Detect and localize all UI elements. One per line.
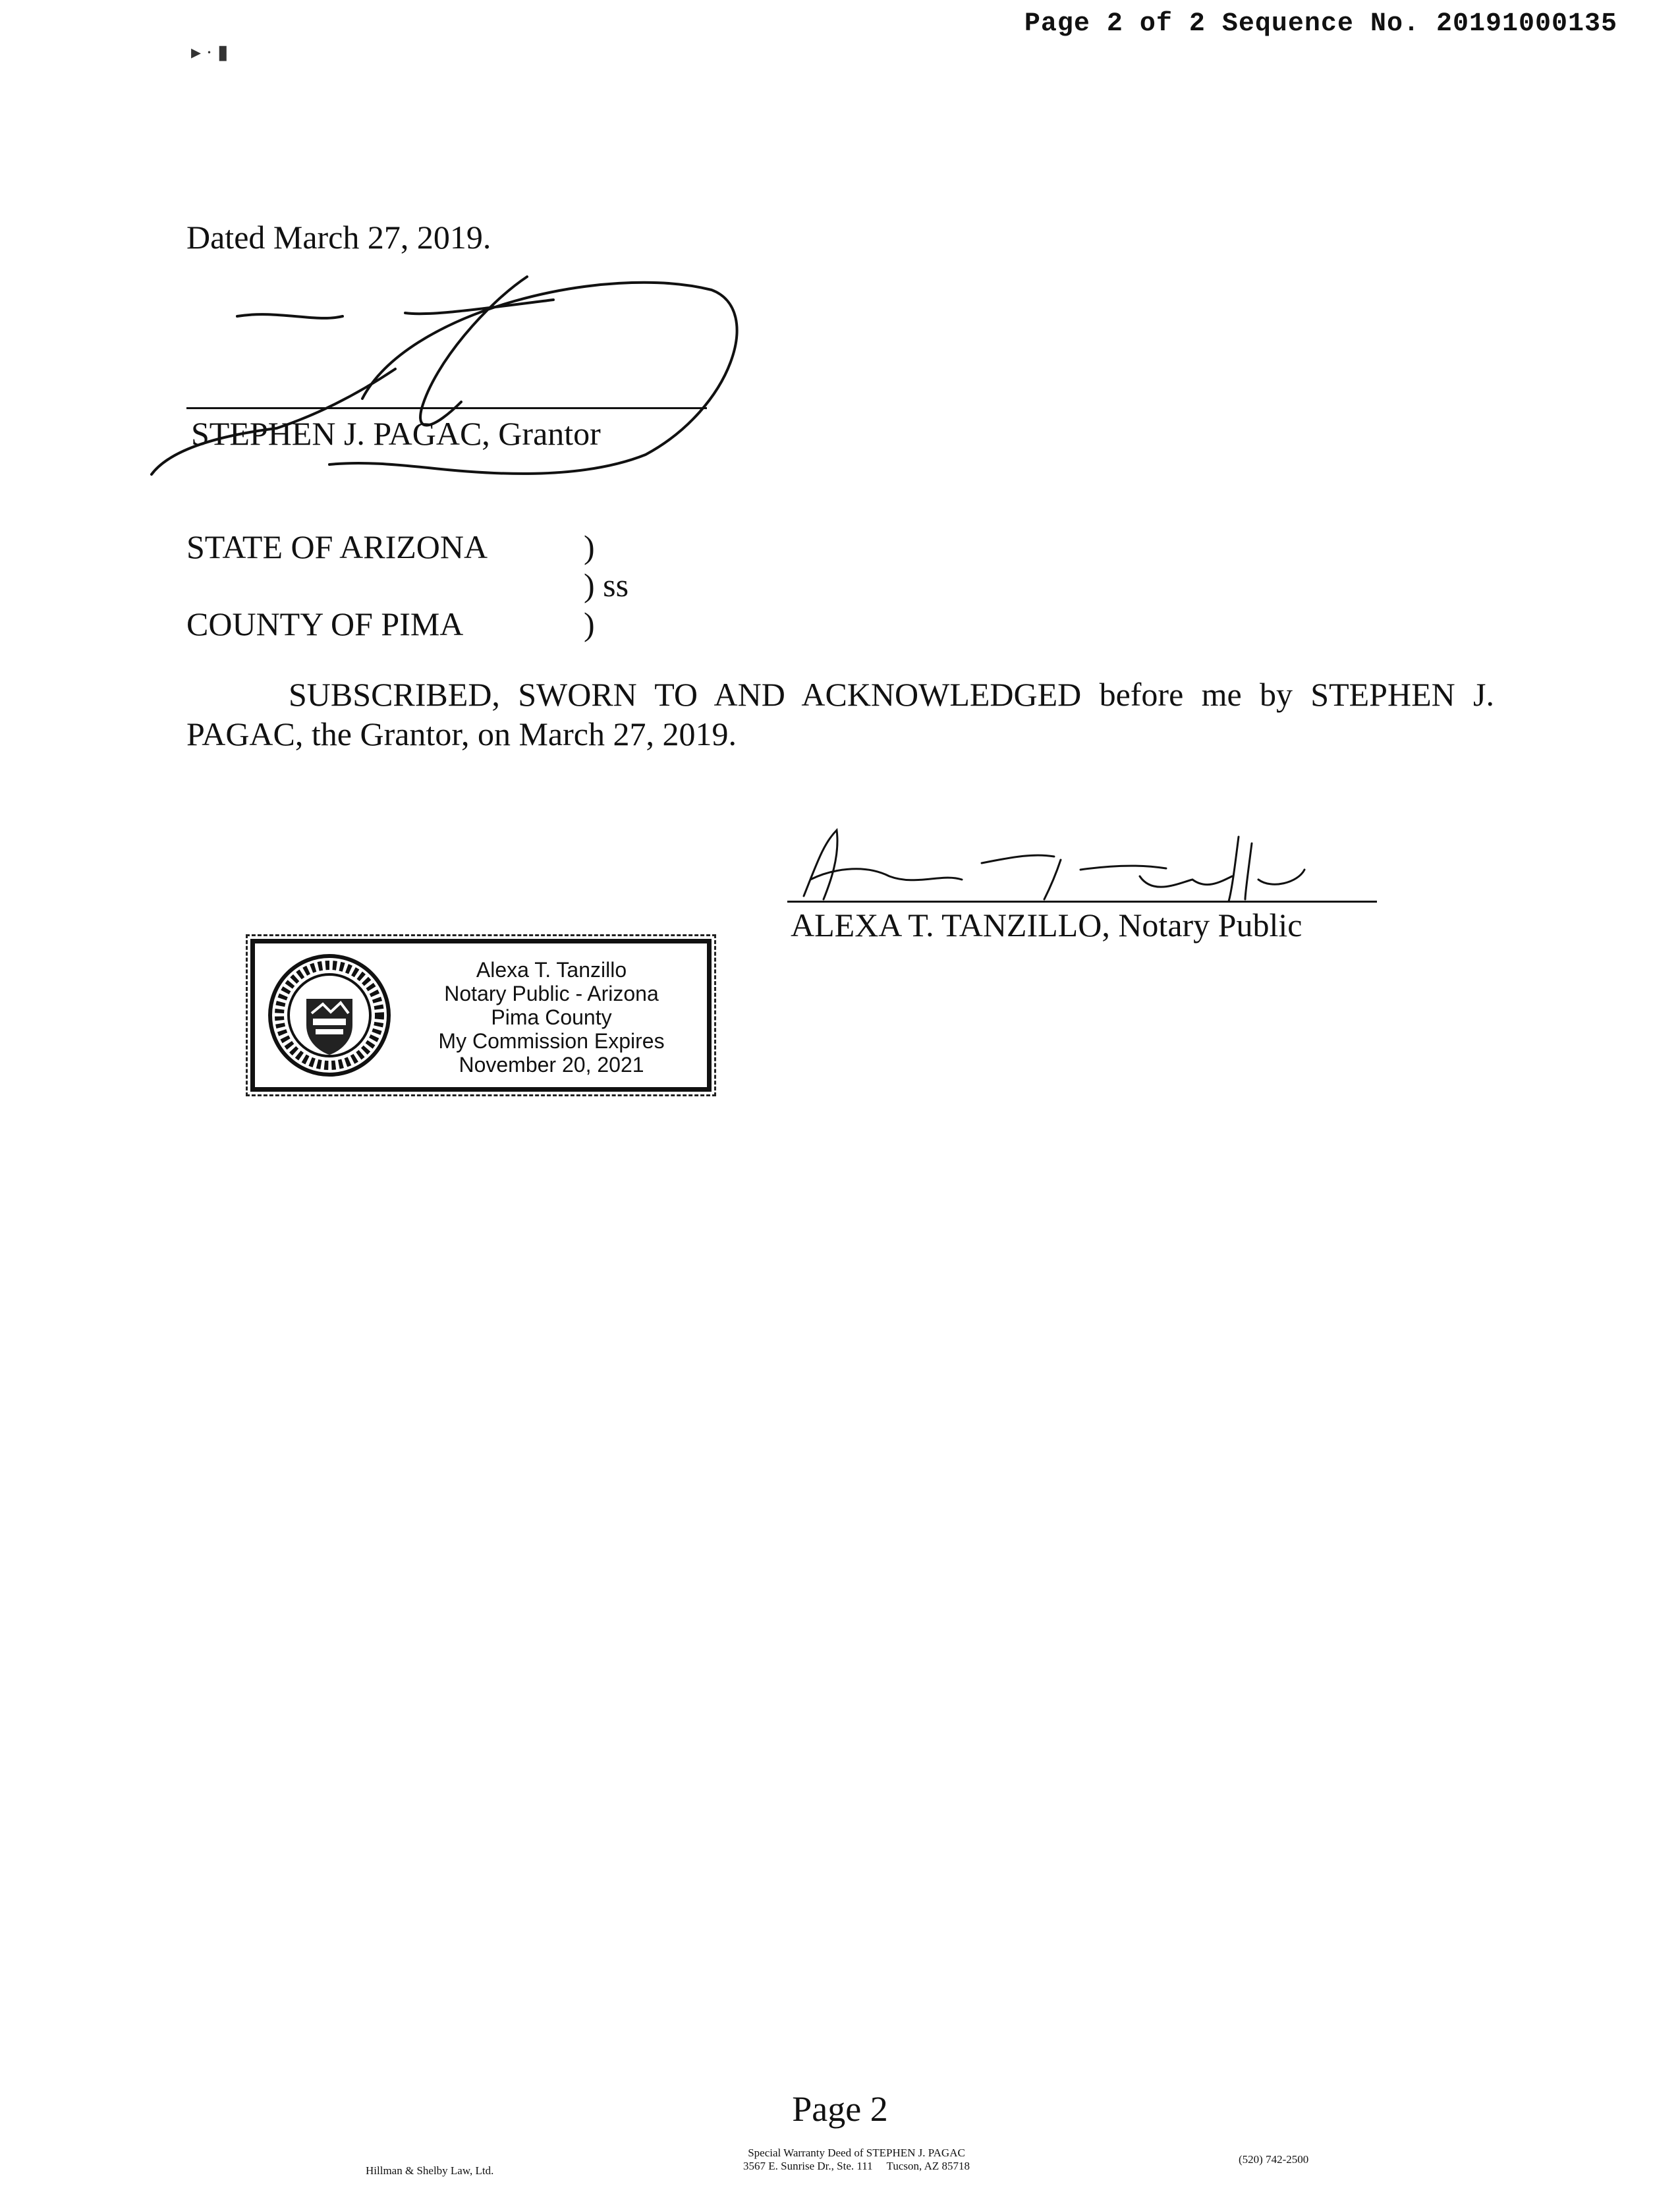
footer-center — [659, 2147, 1054, 2173]
notary-signature-scribble — [784, 817, 1324, 909]
dated-line: Dated March 27, 2019. — [186, 219, 491, 256]
seal-line-2: Notary Public - Arizona — [444, 982, 659, 1005]
seal-line-3: Pima County — [491, 1005, 612, 1029]
grantor-signature-line — [186, 407, 707, 409]
seal-line-1: Alexa T. Tanzillo — [476, 958, 627, 982]
acknowledgment-paragraph: SUBSCRIBED, SWORN TO AND ACKNOWLEDGED before me by STEPHEN J. PAGAC, the Grantor, on March 27, 2019. — [186, 676, 1494, 752]
notary-signature-line — [787, 901, 1377, 903]
scan-marks: ▸ · ▮ — [191, 42, 229, 63]
venue-county: COUNTY OF PIMA — [186, 605, 464, 642]
seal-line-4: My Commission Expires — [438, 1029, 665, 1053]
notary-name: ALEXA T. TANZILLO, Notary Public — [791, 907, 1302, 943]
notary-seal-text — [420, 958, 683, 1077]
notary-seal-stamp — [250, 939, 712, 1092]
seal-line-5: November 20, 2021 — [459, 1053, 644, 1077]
footer-doc-title: Special Warranty Deed of STEPHEN J. PAGAC — [748, 2147, 965, 2159]
page-sequence-header: Page 2 of 2 Sequence No. 20191000135 — [1024, 9, 1617, 39]
venue-state: STATE OF ARIZONA — [186, 528, 488, 565]
grantor-name: STEPHEN J. PAGAC, Grantor — [191, 415, 601, 452]
footer-address: 3567 E. Sunrise Dr., Ste. 111 Tucson, AZ 85718 — [743, 2160, 970, 2172]
page-number: Page 2 — [792, 2089, 888, 2129]
venue-paren-top: ) — [584, 528, 595, 565]
footer-phone: (520) 742-2500 — [1239, 2153, 1309, 2166]
venue-ss: ) ss — [584, 567, 629, 604]
arizona-seal-emblem-icon — [267, 953, 392, 1078]
footer-firm: Hillman & Shelby Law, Ltd. — [366, 2164, 494, 2177]
venue-paren-bottom: ) — [584, 605, 595, 642]
